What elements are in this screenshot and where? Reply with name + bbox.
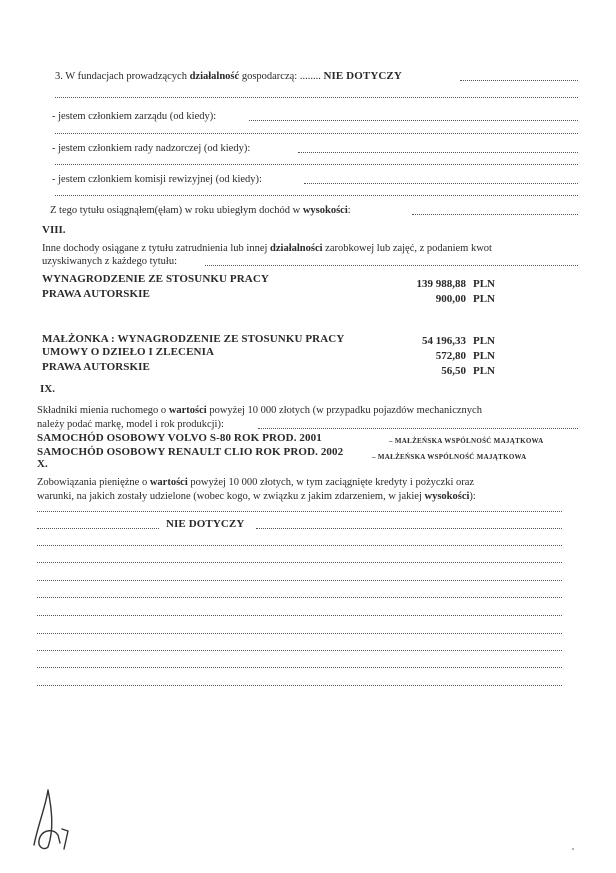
section3-bold-activity: działalność <box>189 71 240 82</box>
section10-line2-a: warunki, na jakich zostały udzielone (wobec kogo, w związku z jakim zdarzeniem, w jakiej <box>37 491 422 502</box>
dotted-line <box>37 580 562 581</box>
dotted-line <box>55 164 578 165</box>
section8-line2: uzyskiwanych z każdego tytułu: <box>42 256 178 267</box>
section3-income-a: Z tego tytułu osiągnąłem(ęłam) w roku ubiegłym dochód w <box>50 205 301 216</box>
dotted-line <box>37 511 562 512</box>
vehicle-1-note: – MAŁŻEŃSKA WSPÓLNOŚĆ MAJĄTKOWA <box>389 437 544 445</box>
section9-line2: należy podać markę, model i rok produkcji): <box>37 419 224 430</box>
spouse-income-label-1: MAŁŻONKA : WYNAGRODZENIE ZE STOSUNKU PRACY <box>42 333 345 345</box>
section3-board-label: - jestem członkiem zarządu (od kiedy): <box>52 111 217 122</box>
vehicle-2-note: – MAŁŻEŃSKA WSPÓLNOŚĆ MAJĄTKOWA <box>372 453 527 461</box>
section3-income-colon: : <box>347 205 351 216</box>
section9-line1-c: powyżej 10 000 złotych (w przypadku pojazdów mechanicznych <box>209 405 482 416</box>
vehicle-1-label: SAMOCHÓD OSOBOWY VOLVO S-80 ROK PROD. 2001 <box>37 432 322 444</box>
section8-heading: VIII. <box>42 224 66 236</box>
section3-intro: 3. W fundacjach prowadzących <box>55 71 187 82</box>
section9-line1 <box>37 404 482 417</box>
spouse-income-currency-2: PLN <box>473 350 495 362</box>
spouse-income-label-2: UMOWY O DZIEŁO I ZLECENIA <box>42 346 215 358</box>
section8-line1-c: zarobkowej lub zajęć, z podaniem kwot <box>325 243 492 254</box>
section3-supervisory-label: - jestem członkiem rady nadzorczej (od kiedy): <box>52 143 251 154</box>
vehicle-2-label: SAMOCHÓD OSOBOWY RENAULT CLIO ROK PROD. 2002 <box>37 446 344 458</box>
handwritten-signature <box>28 785 88 855</box>
section10-line2 <box>37 490 476 503</box>
dotted-line <box>55 97 578 98</box>
dotted-line <box>37 528 159 529</box>
section10-answer: NIE DOTYCZY <box>166 518 245 530</box>
dotted-line <box>37 597 562 598</box>
dotted-line <box>37 562 562 563</box>
own-income-currency-2: PLN <box>473 293 495 305</box>
dotted-line <box>249 120 578 121</box>
section3-income-line <box>50 204 351 217</box>
section9-line1-a: Składniki mienia ruchomego o <box>37 405 167 416</box>
page-mark <box>572 848 574 850</box>
dotted-line <box>205 265 578 266</box>
section8-line1-a: Inne dochody osiągane z tytułu zatrudnienia lub innej <box>42 243 268 254</box>
spouse-income-amount-1: 54 196,33 <box>422 335 466 347</box>
dotted-line <box>37 615 562 616</box>
spouse-income-amount-3: 56,50 <box>441 365 466 377</box>
spouse-income-currency-3: PLN <box>473 365 495 377</box>
section9-line1-bold: wartości <box>168 405 207 416</box>
own-income-label-2: PRAWA AUTORSKIE <box>42 288 150 300</box>
dotted-line <box>55 195 578 196</box>
dotted-line <box>460 80 578 81</box>
dotted-line <box>256 528 562 529</box>
dotted-line <box>304 183 578 184</box>
own-income-label-1: WYNAGRODZENIE ZE STOSUNKU PRACY <box>42 273 269 285</box>
section10-line1-a: Zobowiązania pieniężne o <box>37 477 148 488</box>
section8-line1-bold: działalności <box>270 243 323 254</box>
section10-line1-bold: wartości <box>149 477 188 488</box>
section3-rest: gospodarczą: ........ <box>241 71 321 82</box>
own-income-amount-2: 900,00 <box>435 293 466 305</box>
section9-heading: IX. <box>40 383 55 395</box>
section8-line1 <box>42 242 492 255</box>
section3-audit-label: - jestem członkiem komisji rewizyjnej (od kiedy): <box>52 174 262 185</box>
own-income-amount-1: 139 988,88 <box>416 278 466 290</box>
section10-heading: X. <box>37 458 48 470</box>
dotted-line <box>37 545 562 546</box>
dotted-line <box>412 214 578 215</box>
section3-intro-line <box>55 70 402 83</box>
dotted-line <box>298 152 578 153</box>
spouse-income-currency-1: PLN <box>473 335 495 347</box>
dotted-line <box>55 133 578 134</box>
dotted-line <box>258 428 578 429</box>
section10-line1-c: powyżej 10 000 złotych, w tym zaciągnięte kredyty i pożyczki oraz <box>190 477 475 488</box>
section10-line2-c: ): <box>469 491 476 502</box>
section3-answer: NIE DOTYCZY <box>323 70 402 82</box>
spouse-income-label-3: PRAWA AUTORSKIE <box>42 361 150 373</box>
spouse-income-amount-2: 572,80 <box>435 350 466 362</box>
dotted-line <box>37 650 562 651</box>
section10-line2-bold: wysokości <box>424 491 470 502</box>
dotted-line <box>37 667 562 668</box>
section3-income-bold: wysokości <box>302 205 348 216</box>
section10-line1 <box>37 476 474 489</box>
dotted-line <box>37 685 562 686</box>
dotted-line <box>37 633 562 634</box>
own-income-currency-1: PLN <box>473 278 495 290</box>
